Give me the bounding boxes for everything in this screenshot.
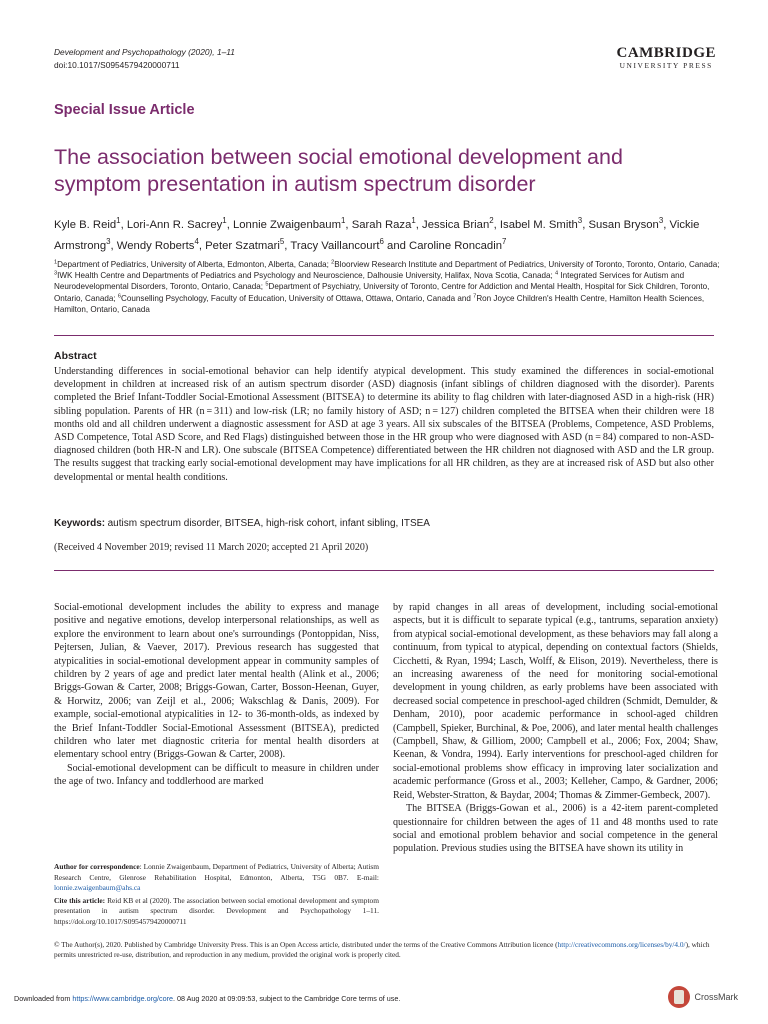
author-name: Caroline Roncadin xyxy=(409,240,502,252)
author-name: Vickie Armstrong xyxy=(54,219,700,252)
crossmark-label: CrossMark xyxy=(694,992,738,1002)
author-affiliation-mark: 6 xyxy=(379,237,384,247)
body-paragraph: Social-emotional development can be difficult to measure in children under the age of two. Infancy and toddlerhood are marked xyxy=(54,762,379,788)
article-type: Special Issue Article xyxy=(54,102,195,118)
author-affiliation-mark: 1 xyxy=(341,216,346,226)
author-name: Jessica Brian xyxy=(422,219,490,231)
affiliation-mark: 7 xyxy=(473,292,477,299)
author-correspondence xyxy=(54,862,379,894)
affiliation-mark: 2 xyxy=(331,259,335,266)
author-name: Wendy Roberts xyxy=(116,240,195,252)
cite-text: Reid KB et al (2020). The association between social emotional development and symptom presentation in autism spectrum disorder. Development and Psychopathology 1–11. https://doi.org/10.1017/S0954579420000711 xyxy=(54,895,379,926)
crossmark-icon xyxy=(668,986,690,1008)
author-list: Kyle B. Reid$^1$, Lori-Ann R. Sacrey$^1$, Lonnie Zwaigenbaum$^1$, Sarah Raza$^1$, Jessica Brian$^2$, Isabel M. Smith$^3$, Susan Bryson$^3$, Vickie Armstrong$^3$, Wendy Roberts$^4$, Peter Szatmari$^5$, Tracy Vaillancourt$^6$ and Caroline Roncadin$^7$ xyxy=(54,216,700,252)
author-affiliation-mark: 4 xyxy=(194,237,199,247)
affiliation-text: Department of Psychiatry, University of Toronto, Centre for Addiction and Mental Health, Hospital for Sick Children, Toronto, Ontario, Canada; xyxy=(54,282,710,303)
author-affiliation-mark: 3 xyxy=(658,216,664,226)
affiliation-text: Integrated Services for Autism and Neurodevelopmental Disorders, Toronto, Ontario, Canada; xyxy=(54,271,685,292)
author-name: Lori-Ann R. Sacrey xyxy=(126,219,223,231)
author-name: Susan Bryson xyxy=(588,219,659,231)
publisher-name: CAMBRIDGE xyxy=(616,45,716,61)
body-paragraph: Social-emotional development includes the ability to express and manage positive and negative emotions, develop interpersonal relationships, as well as explore the environment to learn about one's surroundings (Pontoppidan, Niss, Pejtersen, Julian, & Vaever, 2017). Previous research has suggested that atypicalities in social-emotional development appear in community samples of children by 2 years of age and predict later mental health (Alink et al., 2006; Briggs-Gowan & Carter, 2008; Briggs-Gowan, Carter, Bosson-Heenan, Guyer, & Horwitz, 2006; van Zeijl et al., 2006; Wakschlag & Danis, 2009). For example, social-emotional atypicalities in 12- to 36-month-olds, as indexed by the Brief Infant-Toddler Social-Emotional Assessment (BITSEA), predicted children who later met diagnostic criteria for mental health disorders at elementary school entry (Briggs-Gowan & Carter, 2008). xyxy=(54,602,379,761)
author-name: Isabel M. Smith xyxy=(499,219,578,231)
affiliation-text: Counselling Psychology, Faculty of Education, University of Ottawa, Ottawa, Ontario, Canada and xyxy=(121,293,474,303)
body-paragraph: by rapid changes in all areas of development, including social-emotional aspects, but it is difficult to separate typical (e.g., tantrums, separation anxiety) from atypical social-emotional development, as these behaviors may fall along a continuum, from typical to atypical, depending on contextual factors (Shields, Cicchetti, & Ryan, 1994; Lasch, Wolff, & Elison, 2019). Nevertheless, there is an increasing awareness of the need for monitoring social-emotional development in young children, as early problems have been associated with decreased social competence in preschool-aged children (Schmidt, Demulder, & Denham, 2010), poor academic performance in school-aged children (Campbell, Spieker, Burchinal, & Poe, 2006), and later mental health challenges (Campbell, Shaw, & Gilliom, 2000; Campbell et al., 2006; Fox, 2004; Shaw, Keenan, & Vondra, 1994). Early interventions for preschool-aged children for social-emotional problems show efficacy in improving later socialization and academic performance (Gross et al., 2003; Kelleher, Campo, & Gardner, 2006; Reid, Webster-Stratton, & Baydar, 2004; Thomas & Zimmer-Gembeck, 2007). xyxy=(393,602,718,801)
article-doi[interactable]: doi:10.1017/S0954579420000711 xyxy=(54,60,180,70)
author-affiliation-mark: 3 xyxy=(577,216,583,226)
affiliation-text: Ron Joyce Children's Health Centre, Hamilton Health Sciences, Hamilton, Ontario, Canada xyxy=(54,293,705,314)
author-name: Lonnie Zwaigenbaum xyxy=(232,219,342,231)
author-affiliation-mark: 5 xyxy=(279,237,285,247)
correspondence-text: : Lonnie Zwaigenbaum, Department of Pediatrics, University of Alberta; Autism Research Centre, Glenrose Rehabilitation Hospital, Edmonton, Alberta, T5G 0B7. E-mail: xyxy=(54,862,379,882)
license-tail: ), which permits unrestricted re-use, distribution, and reproduction in any medium, provided the original work is properly cited. xyxy=(54,940,710,960)
body-paragraph: The BITSEA (Briggs-Gowan et al., 2006) is a 42-item parent-completed questionnaire for children between the ages of 11 and 48 months used to rate social and emotional problem behavior and social competence in the general population. Previous studies using the BITSEA have shown its utility in xyxy=(393,803,718,855)
affiliation-text: Bloorview Research Institute and Department of Pediatrics, University of Toronto, Toronto, Ontario, Canada; xyxy=(334,260,720,269)
abstract-bottom-rule xyxy=(54,570,714,571)
author-affiliation-mark: 1 xyxy=(116,216,121,226)
download-notice xyxy=(14,994,400,1003)
keywords-value: autism spectrum disorder, BITSEA, high-risk cohort, infant sibling, ITSEA xyxy=(107,518,430,529)
author-affiliation-mark: 7 xyxy=(502,237,507,247)
publisher-subname: UNIVERSITY PRESS xyxy=(619,61,713,70)
author-name: Peter Szatmari xyxy=(205,240,280,252)
author-name: Sarah Raza xyxy=(351,219,412,231)
cite-label: Cite this article: xyxy=(54,895,106,905)
cambridge-core-link[interactable]: https://www.cambridge.org/core xyxy=(72,994,174,1003)
download-prefix: Downloaded from xyxy=(14,994,73,1003)
author-affiliation-mark: 1 xyxy=(222,216,227,226)
abstract-top-rule xyxy=(54,335,714,336)
abstract-text: Understanding differences in social-emotional behavior can help identify atypical development. This study examined the differences in social-emotional development in children at increased risk of an autism spectrum disorder (ASD) diagnosis (infant siblings of children diagnosed with the disorder). Parents completed the Brief Infant-Toddler Social-Emotional Assessment (BITSEA) to determine its ability to flag children with later-diagnosed ASD in a high-risk (HR) sibling population. Parents of HR (n = 311) and low-risk (LR; no family history of ASD; n = 127) children completed the BITSEA when their children were 18 months old and all children underwent a diagnostic assessment for ASD at age 3 years. All six subscales of the BITSEA (Problems, Competence, ASD Problems, ASD Competence, Total ASD Score, and Red Flags) distinguished between those in the HR group who were diagnosed with ASD (n = 84) compared to non-ASD-diagnosed children (both HR-N and LR). One subscale (BITSEA Competence) differentiated between the HR children not diagnosed with ASD and the LR group. The results suggest that tracking early social-emotional development may have implications for all HR children, as they are at increased risk of ASD but also other developmental or mental health conditions. xyxy=(54,366,714,483)
affiliation-mark: 1 xyxy=(54,259,58,266)
author-name: Tracy Vaillancourt xyxy=(290,240,380,252)
correspondence-email-link[interactable]: lonnie.zwaigenbaum@ahs.ca xyxy=(54,883,141,892)
download-suffix: . 08 Aug 2020 at 09:09:53, subject to the Cambridge Core terms of use. xyxy=(173,994,401,1003)
affiliation-mark: 4 xyxy=(555,270,559,277)
keywords xyxy=(54,517,714,530)
license-link[interactable]: http://creativecommons.org/licenses/by/4.0/ xyxy=(557,940,686,949)
license-text: © The Author(s), 2020. Published by Cambridge University Press. This is an Open Access article, distributed under the terms of the Creative Commons Attribution licence ( xyxy=(54,940,558,949)
affiliation-text: IWK Health Centre and Departments of Pediatrics and Psychology and Neuroscience, Dalhousie University, Halifax, Nova Scotia, Canada; xyxy=(57,271,556,281)
article-title: The association between social emotional development and symptom presentation in autism spectrum disorder xyxy=(54,145,623,196)
correspondence-label: Author for correspondence xyxy=(54,862,140,871)
author-affiliation-mark: 2 xyxy=(489,216,494,226)
body-column-right xyxy=(393,601,718,856)
affiliations xyxy=(54,259,724,315)
abstract-heading: Abstract xyxy=(54,350,97,362)
affiliation-text: Department of Pediatrics, University of Alberta, Edmonton, Alberta, Canada; xyxy=(57,260,332,269)
correspondence-note xyxy=(54,862,379,927)
author-affiliation-mark: 3 xyxy=(106,237,111,247)
crossmark-badge[interactable] xyxy=(668,986,738,1008)
affiliation-mark: 3 xyxy=(54,270,58,277)
body-column-left xyxy=(54,601,379,789)
publisher-logo xyxy=(616,46,716,71)
affiliation-mark: 6 xyxy=(117,292,122,299)
author-affiliation-mark: 1 xyxy=(411,216,416,226)
journal-citation: Development and Psychopathology (2020), 1–11 xyxy=(54,47,235,57)
keywords-label: Keywords: xyxy=(54,518,106,529)
received-dates: (Received 4 November 2019; revised 11 March 2020; accepted 21 April 2020) xyxy=(54,542,369,553)
author-name: Kyle B. Reid xyxy=(54,219,117,231)
affiliation-mark: 5 xyxy=(265,281,269,288)
cite-this-article xyxy=(54,896,379,928)
license-statement xyxy=(54,940,718,960)
